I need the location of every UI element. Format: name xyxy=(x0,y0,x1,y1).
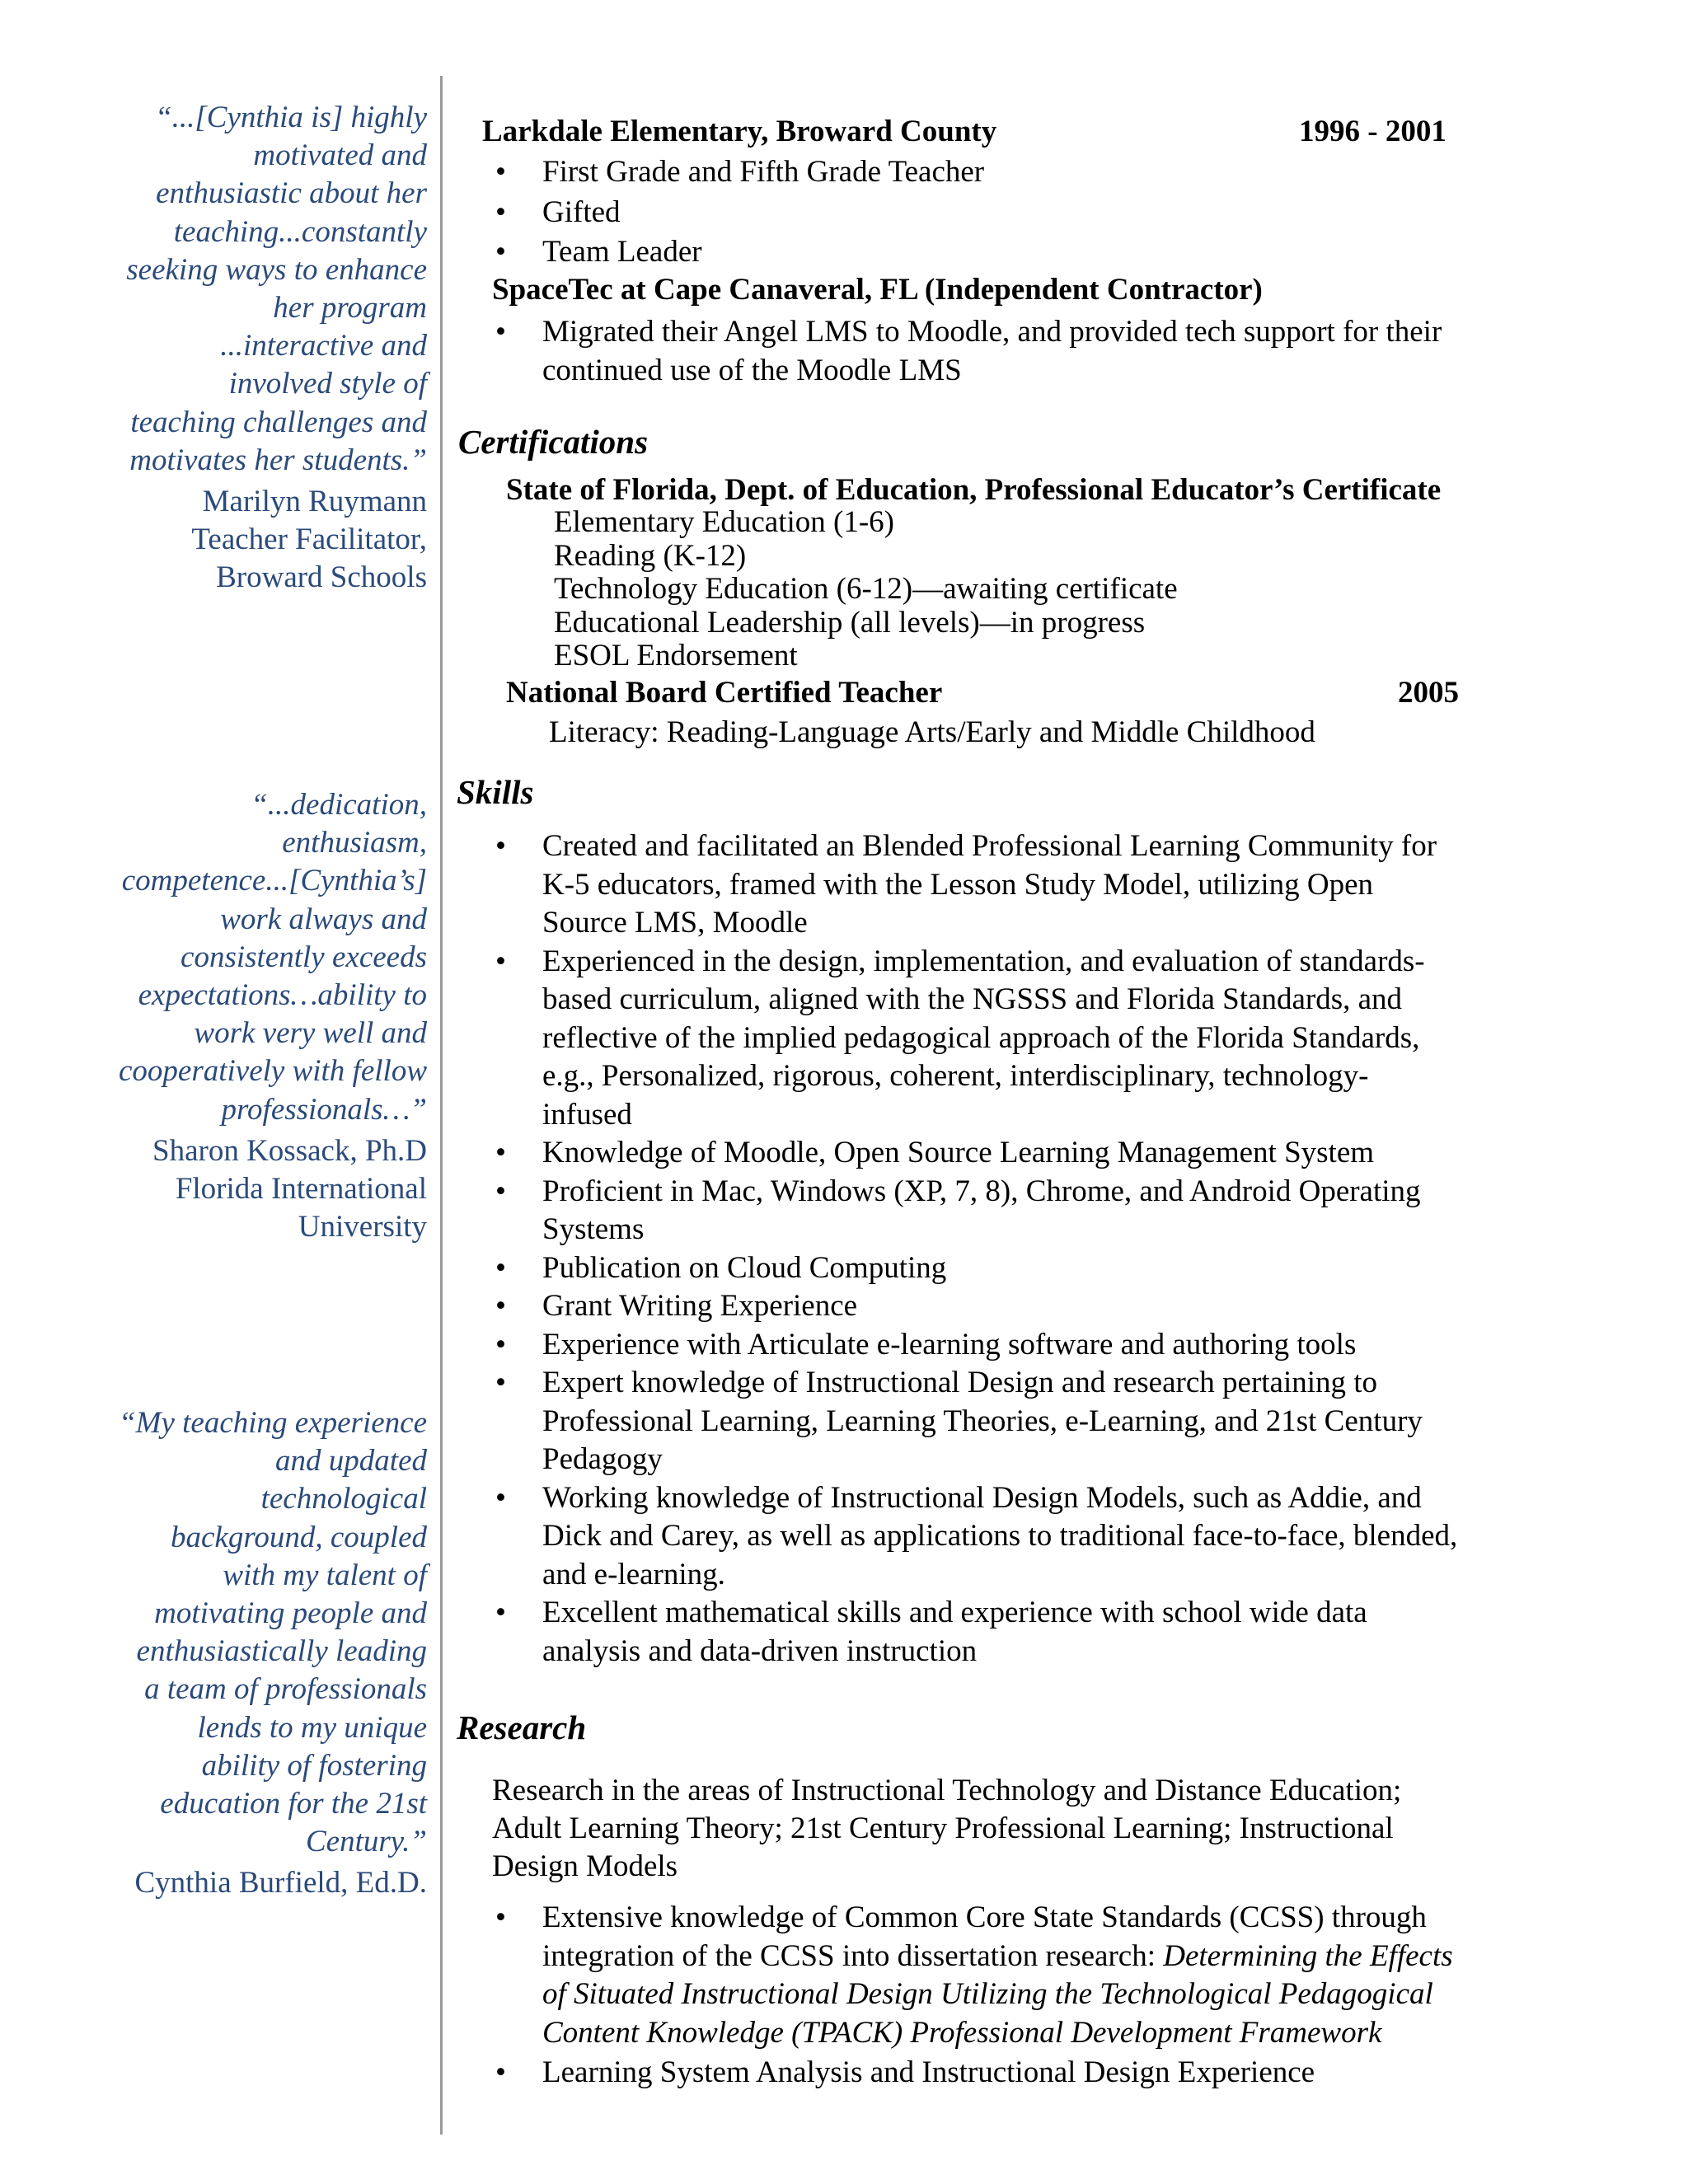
quote-line: seeking ways to enhance xyxy=(126,252,427,287)
bullet-text: Extensive knowledge of Common Core State Standards (CCSS) through xyxy=(542,1900,1427,1934)
job-2-bullets xyxy=(495,313,1442,390)
quote-line: cooperatively with fellow xyxy=(118,1054,427,1089)
list-item xyxy=(495,153,985,192)
bullet-text: e.g., Personalized, rigorous, coherent, interdisciplinary, technology- xyxy=(542,1059,1369,1093)
bullet-text: Learning System Analysis and Instructional Design Experience xyxy=(542,2055,1315,2089)
bullet-text: Dick and Carey, as well as applications to traditional face-to-face, blended, xyxy=(542,1519,1458,1553)
research-line: Research in the areas of Instructional Technology and Distance Education; xyxy=(492,1774,1402,1807)
quote-line: background, coupled xyxy=(171,1520,427,1554)
bullet-text: Professional Learning, Learning Theories, e-Learning, and 21st Century xyxy=(542,1404,1423,1438)
author-line: Florida International xyxy=(175,1171,427,1206)
skills-bullets xyxy=(495,827,1458,1671)
author-line: University xyxy=(298,1209,427,1244)
research-line: Design Models xyxy=(492,1849,678,1883)
bullet-icon: • xyxy=(495,1289,506,1323)
list-item xyxy=(495,1594,1457,1671)
bullet-text: Gifted xyxy=(542,194,621,229)
skills-heading: Skills xyxy=(457,773,534,811)
bullet-text: Experience with Articulate e-learning software and authoring tools xyxy=(542,1327,1357,1361)
job-2-title: SpaceTec at Cape Canaveral, FL (Independent Contractor) xyxy=(492,273,1263,307)
nbct-year: 2005 xyxy=(1398,676,1459,710)
research-intro xyxy=(492,1772,1401,1886)
quote-line: expectations…ability to xyxy=(138,978,427,1013)
author-line: Marilyn Ruymann xyxy=(202,485,427,519)
bullet-icon: • xyxy=(495,1480,506,1515)
quote-line: ...interactive and xyxy=(220,329,427,363)
list-item xyxy=(495,1364,1457,1479)
testimonial-2-author xyxy=(73,1132,427,1246)
bullet-icon: • xyxy=(495,235,506,269)
nbct-title: National Board Certified Teacher xyxy=(506,676,943,710)
bullet-text: analysis and data-driven instruction xyxy=(542,1633,978,1668)
state-certificate-areas xyxy=(554,506,1178,673)
quote-line: “...dedication, xyxy=(251,788,427,822)
research-line: Adult Learning Theory; 21st Century Professional Learning; Instructional xyxy=(492,1811,1394,1845)
quote-line: work very well and xyxy=(194,1016,427,1051)
author-line: Sharon Kossack, Ph.D xyxy=(152,1133,427,1168)
author-line: Broward Schools xyxy=(216,560,427,595)
list-item xyxy=(495,2054,1453,2093)
cert-area: Educational Leadership (all levels)—in progress xyxy=(554,605,1146,640)
bullet-icon: • xyxy=(495,944,506,978)
quote-line: “...[Cynthia is] highly xyxy=(155,101,427,134)
list-item xyxy=(495,233,984,272)
quote-line: competence...[Cynthia’s] xyxy=(121,864,427,898)
quote-line: teaching...constantly xyxy=(173,214,427,249)
list-item xyxy=(495,1326,1457,1365)
quote-line: “My teaching experience xyxy=(119,1406,427,1440)
testimonial-3 xyxy=(73,1404,427,1902)
research-heading: Research xyxy=(457,1708,587,1746)
bullet-icon: • xyxy=(495,155,506,189)
dissertation-title: Content Knowledge (TPACK) Professional Development Framework xyxy=(542,2015,1382,2050)
nbct-area: Literacy: Reading-Language Arts/Early and Middle Childhood xyxy=(549,715,1315,749)
dissertation-title: Determining the Effects xyxy=(1163,1938,1453,1973)
quote-line: motivating people and xyxy=(154,1596,427,1631)
list-item xyxy=(495,1479,1458,1595)
quote-line: teaching challenges and xyxy=(130,405,427,439)
testimonial-1 xyxy=(73,99,427,597)
bullet-icon: • xyxy=(495,1900,506,1934)
quote-line: lends to my unique xyxy=(197,1710,427,1745)
testimonial-2 xyxy=(73,786,427,1246)
job-1-bullets xyxy=(495,153,985,272)
quote-line: motivates her students.” xyxy=(129,443,427,477)
bullet-icon: • xyxy=(495,1596,506,1629)
bullet-icon: • xyxy=(495,1174,506,1208)
bullet-text: integration of the CCSS into dissertation research: xyxy=(542,1938,1164,1973)
bullet-text: Source LMS, Moodle xyxy=(542,906,808,940)
bullet-text: Systems xyxy=(542,1212,645,1246)
quote-line: ability of fostering xyxy=(201,1748,427,1783)
quote-line: enthusiastically leading xyxy=(136,1634,427,1669)
bullet-text: Team Leader xyxy=(542,235,702,269)
bullet-text: K-5 educators, framed with the Lesson Study Model, utilizing Open xyxy=(542,867,1374,902)
cert-area: Elementary Education (1-6) xyxy=(554,505,894,539)
quote-line: education for the 21st xyxy=(160,1787,427,1821)
quote-line: with my talent of xyxy=(223,1558,427,1592)
quote-line: enthusiastic about her xyxy=(156,176,427,211)
bullet-text: infused xyxy=(542,1097,632,1132)
cert-area: Technology Education (6-12)—awaiting certificate xyxy=(554,572,1178,606)
quote-line: involved style of xyxy=(228,367,427,401)
author-line: Cynthia Burfield, Ed.D. xyxy=(134,1866,427,1900)
bullet-icon: • xyxy=(495,1327,506,1361)
list-item xyxy=(495,827,1457,943)
bullet-text: Pedagogy xyxy=(542,1442,663,1476)
bullet-icon: • xyxy=(495,1250,506,1285)
quote-line: technological xyxy=(260,1482,427,1516)
bullet-text: reflective of the implied pedagogical approach of the Florida Standards, xyxy=(542,1020,1420,1055)
bullet-text: Migrated their Angel LMS to Moodle, and provided tech support for their xyxy=(542,315,1442,349)
quote-line: and updated xyxy=(275,1444,427,1479)
bullet-text: Created and facilitated an Blended Professional Learning Community for xyxy=(542,829,1437,863)
list-item xyxy=(495,194,984,232)
quote-line: her program xyxy=(273,291,427,326)
bullet-text: Expert knowledge of Instructional Design and research pertaining to xyxy=(542,1366,1378,1399)
quote-line: Century.” xyxy=(306,1825,427,1859)
list-item xyxy=(495,1249,1457,1288)
column-divider xyxy=(440,76,443,2135)
quote-line: consistently exceeds xyxy=(181,940,427,974)
testimonial-3-text xyxy=(73,1404,427,1861)
state-certificate-title: State of Florida, Dept. of Education, Professional Educator’s Certificate xyxy=(506,473,1442,507)
bullet-text: based curriculum, aligned with the NGSSS and Florida Standards, and xyxy=(542,982,1403,1016)
bullet-text: and e-learning. xyxy=(542,1557,725,1591)
testimonial-3-author xyxy=(73,1864,427,1902)
bullet-text: Proficient in Mac, Windows (XP, 7, 8), Chrome, and Android Operating xyxy=(542,1174,1421,1208)
cert-area: ESOL Endorsement xyxy=(554,639,798,673)
quote-line: motivated and xyxy=(253,138,427,173)
author-line: Teacher Facilitator, xyxy=(191,523,427,557)
bullet-text: First Grade and Fifth Grade Teacher xyxy=(542,155,985,189)
list-item xyxy=(495,1173,1457,1249)
bullet-icon: • xyxy=(495,829,506,863)
cert-area: Reading (K-12) xyxy=(554,538,747,573)
list-item xyxy=(495,313,1442,390)
bullet-icon: • xyxy=(495,194,506,229)
testimonial-1-author xyxy=(73,483,427,597)
bullet-text: continued use of the Moodle LMS xyxy=(542,353,962,387)
testimonial-2-text xyxy=(73,786,427,1129)
quote-line: work always and xyxy=(220,902,427,936)
bullet-text: Working knowledge of Instructional Design Models, such as Addie, and xyxy=(542,1480,1422,1515)
list-item xyxy=(495,1134,1457,1173)
quote-line: enthusiasm, xyxy=(282,826,427,860)
bullet-text: Experienced in the design, implementation, and evaluation of standards- xyxy=(542,944,1425,978)
bullet-icon: • xyxy=(495,2055,506,2089)
bullet-icon: • xyxy=(495,1136,506,1169)
list-item xyxy=(495,1287,1457,1326)
job-1-title: Larkdale Elementary, Broward County xyxy=(482,115,997,148)
bullet-text: Knowledge of Moodle, Open Source Learning Management System xyxy=(542,1136,1375,1169)
bullet-icon: • xyxy=(495,315,506,349)
bullet-text: Grant Writing Experience xyxy=(542,1289,858,1323)
bullet-icon: • xyxy=(495,1366,506,1399)
quote-line: professionals…” xyxy=(221,1092,427,1127)
bullet-text: Publication on Cloud Computing xyxy=(542,1250,947,1285)
dissertation-title: of Situated Instructional Design Utilizing the Technological Pedagogical xyxy=(542,1977,1433,2011)
certifications-heading: Certifications xyxy=(458,423,649,461)
quote-line: a team of professionals xyxy=(144,1672,427,1707)
list-item xyxy=(495,943,1457,1135)
bullet-text: Excellent mathematical skills and experience with school wide data xyxy=(542,1596,1367,1629)
testimonial-1-text xyxy=(73,99,427,480)
research-bullets xyxy=(495,1899,1453,2093)
job-1-dates: 1996 - 2001 xyxy=(1299,115,1447,148)
list-item xyxy=(495,1899,1453,2052)
